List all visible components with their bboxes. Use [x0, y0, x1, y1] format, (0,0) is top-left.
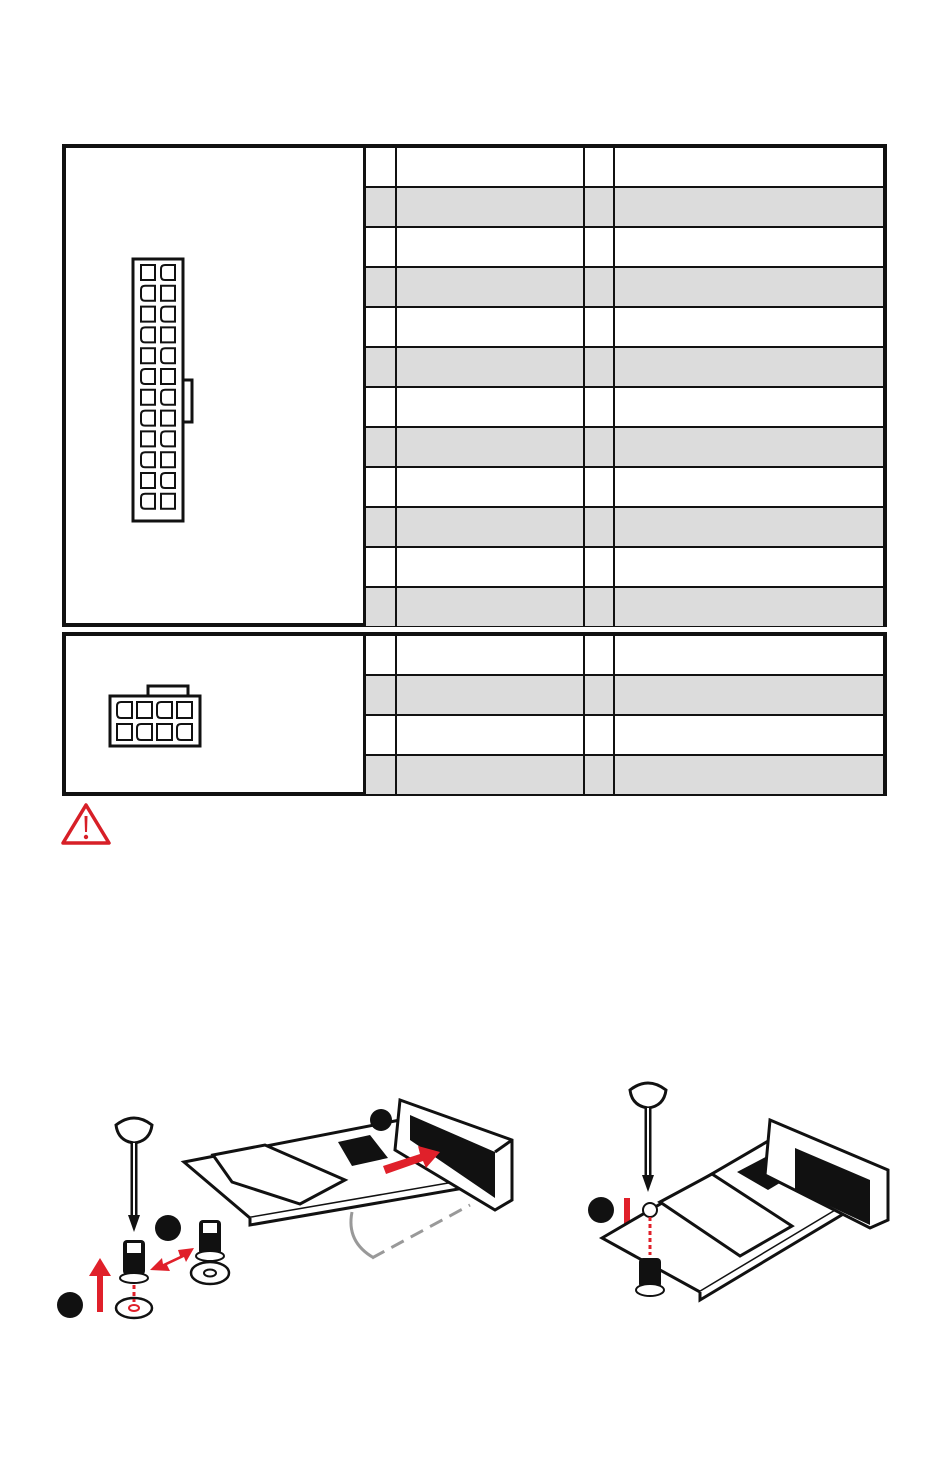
pin-number-cell — [366, 507, 396, 547]
connector-pin — [161, 473, 175, 488]
signal-name-cell — [396, 755, 584, 794]
connector-pin — [137, 702, 152, 718]
pin-number-cell — [584, 307, 614, 347]
pin-number-cell — [584, 347, 614, 387]
pin-number-cell — [366, 427, 396, 467]
pin-number-cell — [584, 148, 614, 187]
connector-pin — [141, 327, 155, 342]
connector-pin — [161, 265, 175, 280]
cpu-8-pin-diagram — [66, 636, 366, 792]
signal-name-cell — [614, 387, 883, 427]
pin-number-cell — [584, 387, 614, 427]
signal-name-cell — [396, 267, 584, 307]
pin-number-cell — [366, 148, 396, 187]
signal-name-cell — [396, 148, 584, 187]
pin-number-cell — [366, 547, 396, 587]
connector-pin — [141, 390, 155, 405]
pin-number-cell — [584, 547, 614, 587]
table-row — [366, 347, 883, 387]
screwdriver-icon — [630, 1083, 666, 1192]
signal-name-cell — [396, 187, 584, 227]
table-row — [366, 467, 883, 507]
connector-pin — [141, 348, 155, 363]
signal-name-cell — [614, 148, 883, 187]
pin-number-cell — [584, 467, 614, 507]
signal-name-cell — [614, 347, 883, 387]
connector-pin — [117, 724, 132, 740]
signal-name-cell — [396, 387, 584, 427]
signal-name-cell — [396, 547, 584, 587]
connector-pin — [161, 327, 175, 342]
connector-pin — [157, 702, 172, 718]
table-row — [366, 307, 883, 347]
signal-name-cell — [614, 755, 883, 794]
signal-name-cell — [614, 187, 883, 227]
table-row — [366, 547, 883, 587]
signal-name-cell — [614, 547, 883, 587]
connector-pin — [141, 307, 155, 322]
table-row — [366, 587, 883, 626]
connector-pin — [117, 702, 132, 718]
atx-24-pin-table — [62, 144, 887, 627]
signal-name-cell — [614, 675, 883, 715]
pin-number-cell — [366, 267, 396, 307]
m2-installation-illustration — [0, 1080, 950, 1340]
step-marker-2 — [155, 1215, 181, 1241]
cpu-8-pin-connector-icon — [66, 636, 366, 792]
atx-24-pin-grid — [366, 148, 883, 626]
connector-pin — [141, 473, 155, 488]
signal-name-cell — [614, 587, 883, 626]
cpu-8-pin-grid — [366, 636, 883, 794]
angle-arc-icon — [351, 1212, 374, 1258]
pin-number-cell — [584, 507, 614, 547]
pin-number-cell — [584, 636, 614, 675]
signal-name-cell — [396, 347, 584, 387]
table-row — [366, 187, 883, 227]
pin-number-cell — [584, 715, 614, 755]
signal-name-cell — [614, 227, 883, 267]
signal-name-cell — [614, 507, 883, 547]
table-row — [366, 636, 883, 675]
cpu-8-pin-table — [62, 632, 887, 796]
atx-24-pin-connector-icon — [66, 148, 366, 624]
table-row — [366, 715, 883, 755]
pin-number-cell — [366, 227, 396, 267]
standoff-icon — [116, 1240, 152, 1318]
signal-name-cell — [614, 467, 883, 507]
signal-name-cell — [396, 307, 584, 347]
warning-triangle-icon — [60, 802, 112, 846]
pin-number-cell — [584, 427, 614, 467]
screwdriver-icon — [116, 1118, 152, 1232]
atx-24-pin-diagram — [66, 148, 366, 623]
connector-pin — [141, 411, 155, 426]
connector-pin — [137, 724, 152, 740]
pin-number-cell — [366, 636, 396, 675]
pin-number-cell — [366, 467, 396, 507]
connector-pin — [161, 369, 175, 384]
table-row — [366, 675, 883, 715]
signal-name-cell — [396, 636, 584, 675]
pin-number-cell — [584, 587, 614, 626]
connector-pin — [177, 724, 192, 740]
pin-number-cell — [366, 675, 396, 715]
signal-name-cell — [614, 715, 883, 755]
signal-name-cell — [396, 507, 584, 547]
standoff-icon — [191, 1220, 229, 1284]
signal-name-cell — [614, 267, 883, 307]
connector-pin — [161, 431, 175, 446]
connector-pin — [141, 452, 155, 467]
table-row — [366, 148, 883, 187]
pin-number-cell — [366, 587, 396, 626]
signal-name-cell — [396, 227, 584, 267]
connector-pin — [161, 307, 175, 322]
connector-pin — [157, 724, 172, 740]
table-row — [366, 267, 883, 307]
pin-number-cell — [584, 227, 614, 267]
connector-pin — [161, 286, 175, 301]
connector-pin — [161, 390, 175, 405]
connector-pin — [161, 452, 175, 467]
signal-name-cell — [614, 636, 883, 675]
signal-name-cell — [614, 307, 883, 347]
table-row — [366, 427, 883, 467]
pin-number-cell — [366, 307, 396, 347]
connector-pin — [141, 265, 155, 280]
table-row — [366, 227, 883, 267]
connector-pin — [161, 494, 175, 509]
signal-name-cell — [396, 427, 584, 467]
table-row — [366, 507, 883, 547]
signal-name-cell — [396, 675, 584, 715]
table-row — [366, 755, 883, 794]
signal-name-cell — [396, 587, 584, 626]
connector-pin — [141, 369, 155, 384]
pin-number-cell — [584, 755, 614, 794]
connector-pin — [161, 411, 175, 426]
connector-pin — [141, 494, 155, 509]
pin-number-cell — [366, 387, 396, 427]
pin-number-cell — [366, 755, 396, 794]
pin-number-cell — [584, 187, 614, 227]
table-row — [366, 387, 883, 427]
up-arrow-icon — [89, 1258, 111, 1312]
step-marker-3 — [588, 1197, 614, 1223]
connector-pin — [177, 702, 192, 718]
connector-pin — [141, 286, 155, 301]
step-marker-1 — [57, 1292, 83, 1318]
pin-number-cell — [366, 347, 396, 387]
connector-pin — [161, 348, 175, 363]
pin-number-cell — [584, 675, 614, 715]
signal-name-cell — [396, 467, 584, 507]
signal-name-cell — [614, 427, 883, 467]
pin-number-cell — [366, 187, 396, 227]
signal-name-cell — [396, 715, 584, 755]
pin-number-cell — [366, 715, 396, 755]
double-arrow-icon — [150, 1248, 194, 1271]
connector-pin — [141, 431, 155, 446]
pin-number-cell — [584, 267, 614, 307]
